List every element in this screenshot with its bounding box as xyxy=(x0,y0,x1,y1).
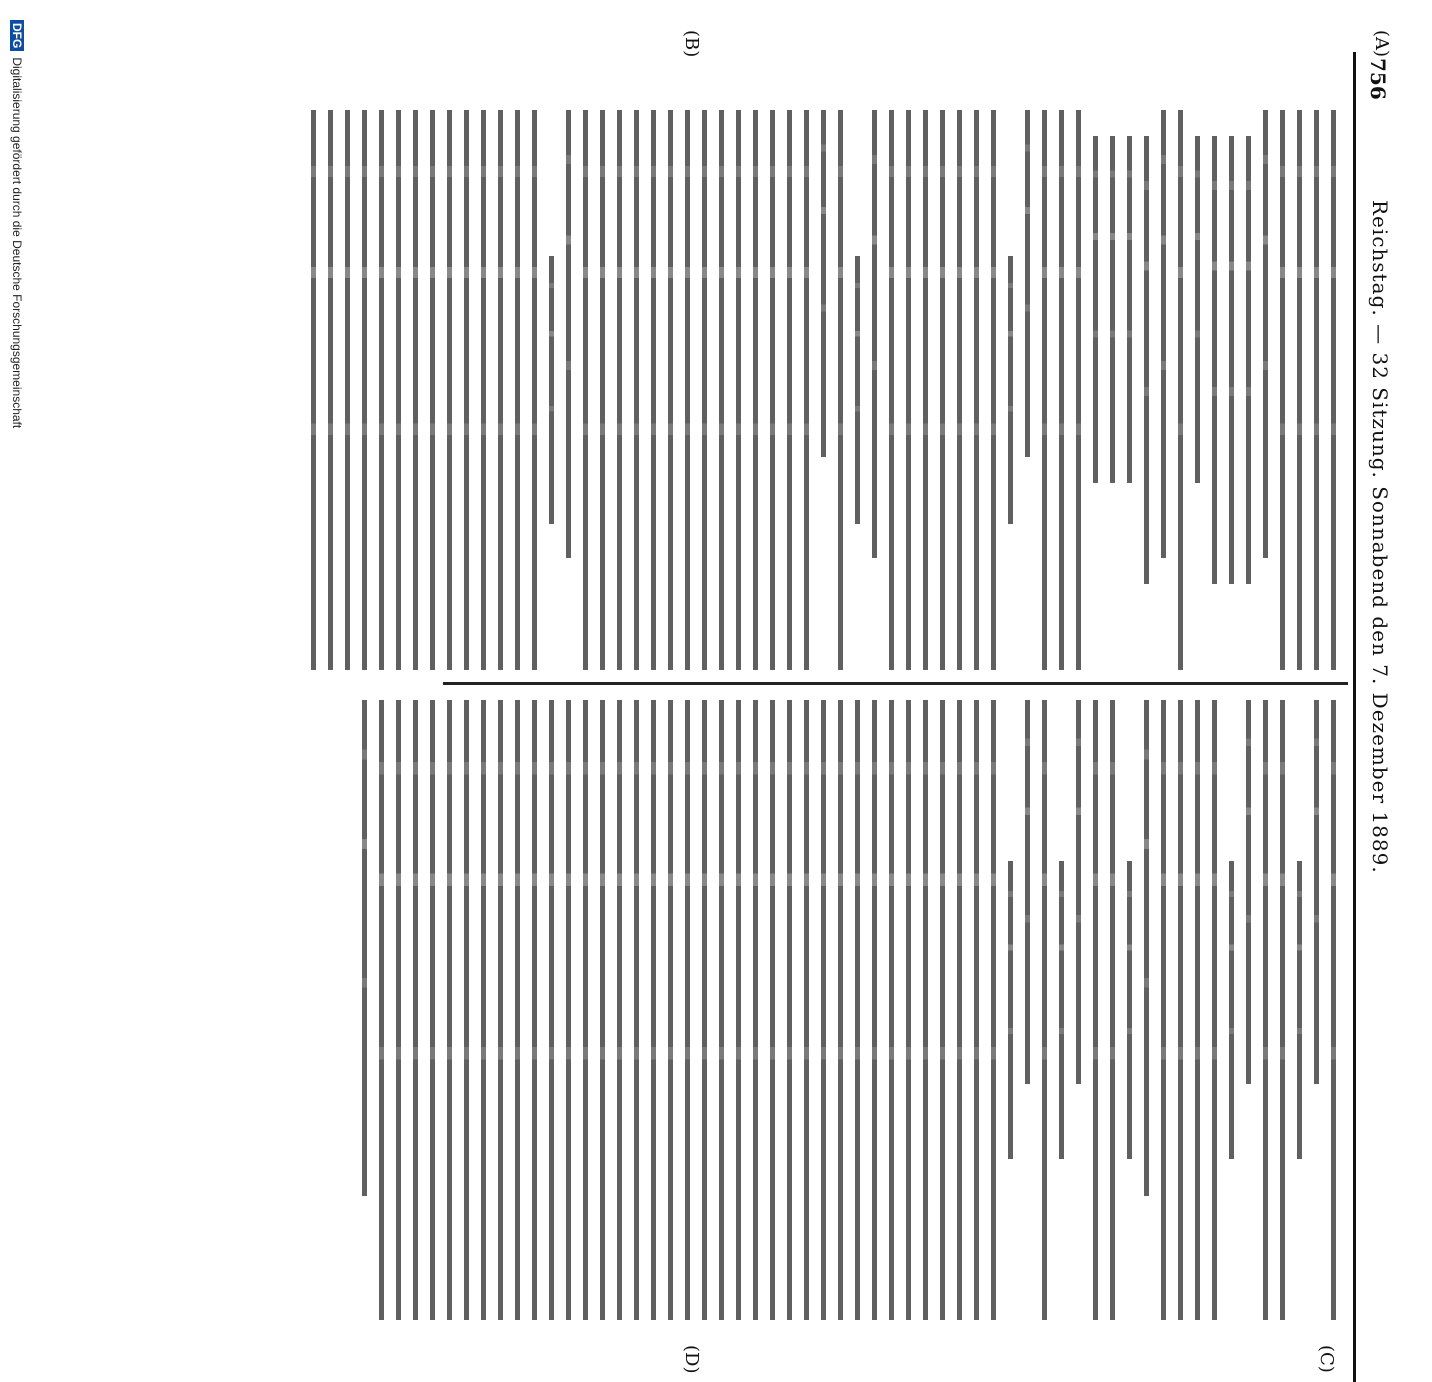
margin-mark-b: (B) xyxy=(681,30,702,58)
digitization-credit-text: Digitalisierung gefördert durch die Deutsche Forschungsgemeinschaft xyxy=(10,57,24,429)
margin-mark-c: (C) xyxy=(1316,1345,1337,1373)
left-column xyxy=(299,110,1336,670)
right-column xyxy=(350,700,1336,1320)
column-divider xyxy=(443,682,1348,685)
margin-mark-d: (D) xyxy=(681,1345,702,1374)
page-number: 756 xyxy=(1366,58,1390,100)
dfg-logo: DFG xyxy=(10,20,24,51)
digitization-credit xyxy=(10,20,24,1000)
margin-mark-a: (A) xyxy=(1371,30,1392,58)
header-rule xyxy=(1353,52,1356,1382)
running-title: Reichstag. — 32 Sitzung. Sonnabend den 7. Dezember 1889. xyxy=(1368,200,1392,874)
